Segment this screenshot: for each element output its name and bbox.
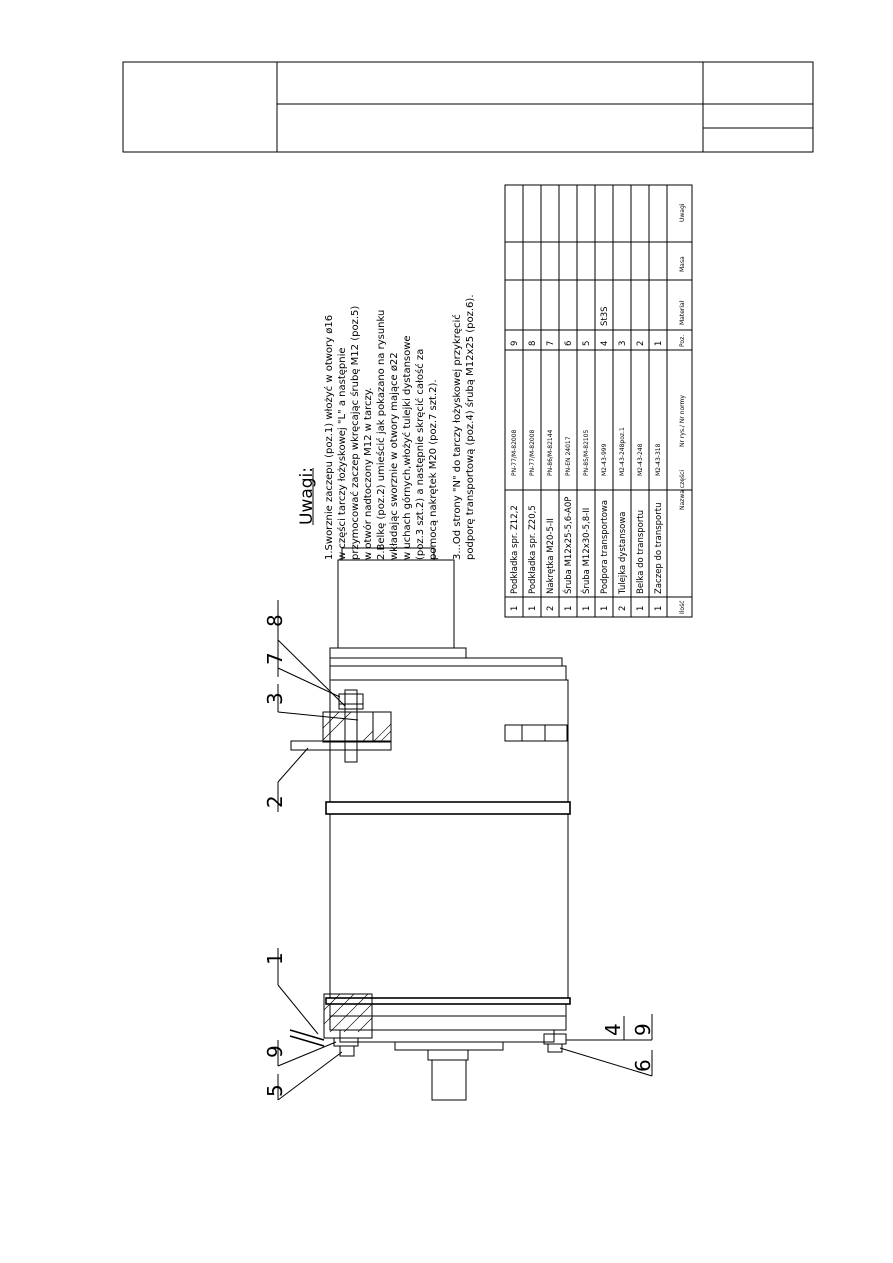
washer-z20 (339, 704, 363, 709)
table-row (580, 341, 592, 611)
table-row (600, 306, 610, 611)
row-name: Nakrętka M20-5-II (546, 518, 556, 594)
table-row (654, 341, 664, 611)
row-pos: 3 (618, 340, 628, 346)
spacer-sleeve (357, 712, 373, 742)
row-name: Podkładka spr. Z12,2 (510, 505, 520, 594)
row-pos: 1 (654, 340, 664, 346)
bearing-shield-top (330, 658, 562, 666)
terminal-box (505, 725, 567, 741)
bolt-m12x25 (548, 1044, 562, 1052)
header-pos: Poz. (679, 334, 686, 347)
row-drawing: M2-43-248 (637, 443, 644, 476)
callout-8: 8 (263, 614, 287, 627)
row-pos: 8 (528, 340, 538, 346)
callout-6: 6 (631, 1059, 655, 1072)
bolt-m12x30 (340, 1046, 354, 1056)
header-name: Nazwa części (679, 469, 686, 510)
note-line: pomocą nakrętek M20 (poz.7 szt.2). (428, 379, 439, 560)
row-name: Podpora transportowa (600, 499, 610, 594)
row-name: Belka do transportu (636, 509, 646, 594)
table-row (528, 341, 538, 611)
note-line: w uchach górnych,włożyć tulejki dystansowe (402, 335, 413, 560)
header-material: Materiał (679, 300, 686, 325)
row-drawing: PN-EN 24017 (565, 436, 572, 476)
row-qty: 1 (564, 605, 574, 611)
shaft-collar (428, 1050, 468, 1060)
row-drawing: PN-86/M-82144 (547, 429, 554, 476)
row-drawing: M2-43-248poz.1 (619, 427, 626, 476)
header-remarks: Uwagi (679, 203, 686, 222)
row-qty: 1 (528, 605, 538, 611)
row-name: Tulejka dystansowa (618, 511, 628, 594)
row-name: Zaczep do transportu (654, 502, 664, 594)
row-drawing: PN-77/M-82008 (511, 429, 518, 476)
callouts (263, 600, 655, 1100)
note-line: wkładając sworznie w otwory mające ø22 (389, 352, 400, 560)
bearing-shield-bottom (326, 998, 570, 1004)
row-qty: 1 (636, 605, 646, 611)
callout-7: 7 (263, 652, 287, 665)
bearing-shield-ring (330, 666, 566, 680)
note-line: podporę transportową (poz.4) śrubą M12x25 (poz.6). (465, 294, 476, 560)
title-block (123, 62, 813, 152)
row-drawing: PN-85/M-82105 (583, 429, 590, 476)
table-row (510, 341, 520, 611)
motor-body-lower (330, 814, 568, 998)
header-qty: Ilość (679, 600, 686, 614)
row-name: Podkładka spr. Z20,5 (528, 505, 538, 594)
row-pos: 4 (600, 340, 610, 346)
note-line: w części tarczy łożyskowej "L" a następnie (337, 347, 348, 560)
row-qty: 1 (582, 605, 592, 611)
top-flange-plate (330, 648, 466, 658)
bearing-shield-n (330, 1004, 566, 1030)
row-pos: 9 (510, 340, 520, 346)
notes-title: Uwagi: (297, 466, 317, 525)
callout-1: 1 (263, 952, 287, 965)
row-drawing: PN-77/M-82008 (529, 429, 536, 476)
top-block (338, 560, 454, 648)
nut-m20 (339, 694, 363, 704)
row-name: Śruba M12x25-5,6-A0P (564, 496, 574, 594)
notes-block (297, 295, 476, 561)
row-qty: 1 (600, 605, 610, 611)
row-drawing: M2-43-999 (601, 443, 608, 476)
shaft-end (432, 1060, 466, 1100)
row-qty: 2 (546, 605, 556, 611)
callout-2: 2 (263, 795, 287, 808)
note-line: (poz.3 szt.2) a następnie skręcić całość za (415, 348, 426, 560)
callout-3: 3 (263, 692, 287, 705)
table-header (679, 203, 686, 614)
row-qty: 1 (510, 605, 520, 611)
row-name: Śruba M12x30-5,8-II (582, 507, 592, 594)
note-line: w otwór nadtoczony M12 w tarczy. (363, 387, 374, 560)
row-pos: 2 (636, 340, 646, 346)
bolt-m20 (345, 690, 357, 762)
header-drawing: Nr rys./ Nr normy (679, 395, 686, 447)
row-material: St3S (600, 306, 610, 326)
note-line: 2.Belkę (poz.2) umieścić jak pokazano na rysunku (376, 309, 387, 560)
row-pos: 7 (546, 340, 556, 346)
row-pos: 6 (564, 340, 574, 346)
parts-table (505, 185, 692, 617)
callout-4: 4 (601, 1023, 625, 1036)
body-band (326, 802, 570, 814)
callout-9: 9 (263, 1045, 287, 1058)
note-line: 1.Sworznie zaczepu (poz.1) włożyć w otwory ø16 (324, 314, 335, 560)
note-line: 3...Od strony "N" do tarczy łożyskowej przykręcić (452, 314, 463, 560)
table-row (636, 341, 646, 611)
table-row (562, 341, 574, 611)
callout-9-right: 9 (631, 1023, 655, 1036)
row-drawing: M2-43-318 (655, 443, 662, 476)
row-qty: 2 (618, 605, 628, 611)
row-qty: 1 (654, 605, 664, 611)
header-mass: Masa (679, 256, 686, 272)
shaft-flange (395, 1042, 503, 1050)
row-pos: 5 (582, 340, 592, 346)
callout-5: 5 (263, 1084, 287, 1097)
table-row (618, 341, 628, 611)
note-line: przymocować zaczep wkręcając śrubę M12 (poz.5) (350, 305, 361, 560)
motor-drawing (290, 548, 570, 1100)
table-row (546, 341, 556, 611)
